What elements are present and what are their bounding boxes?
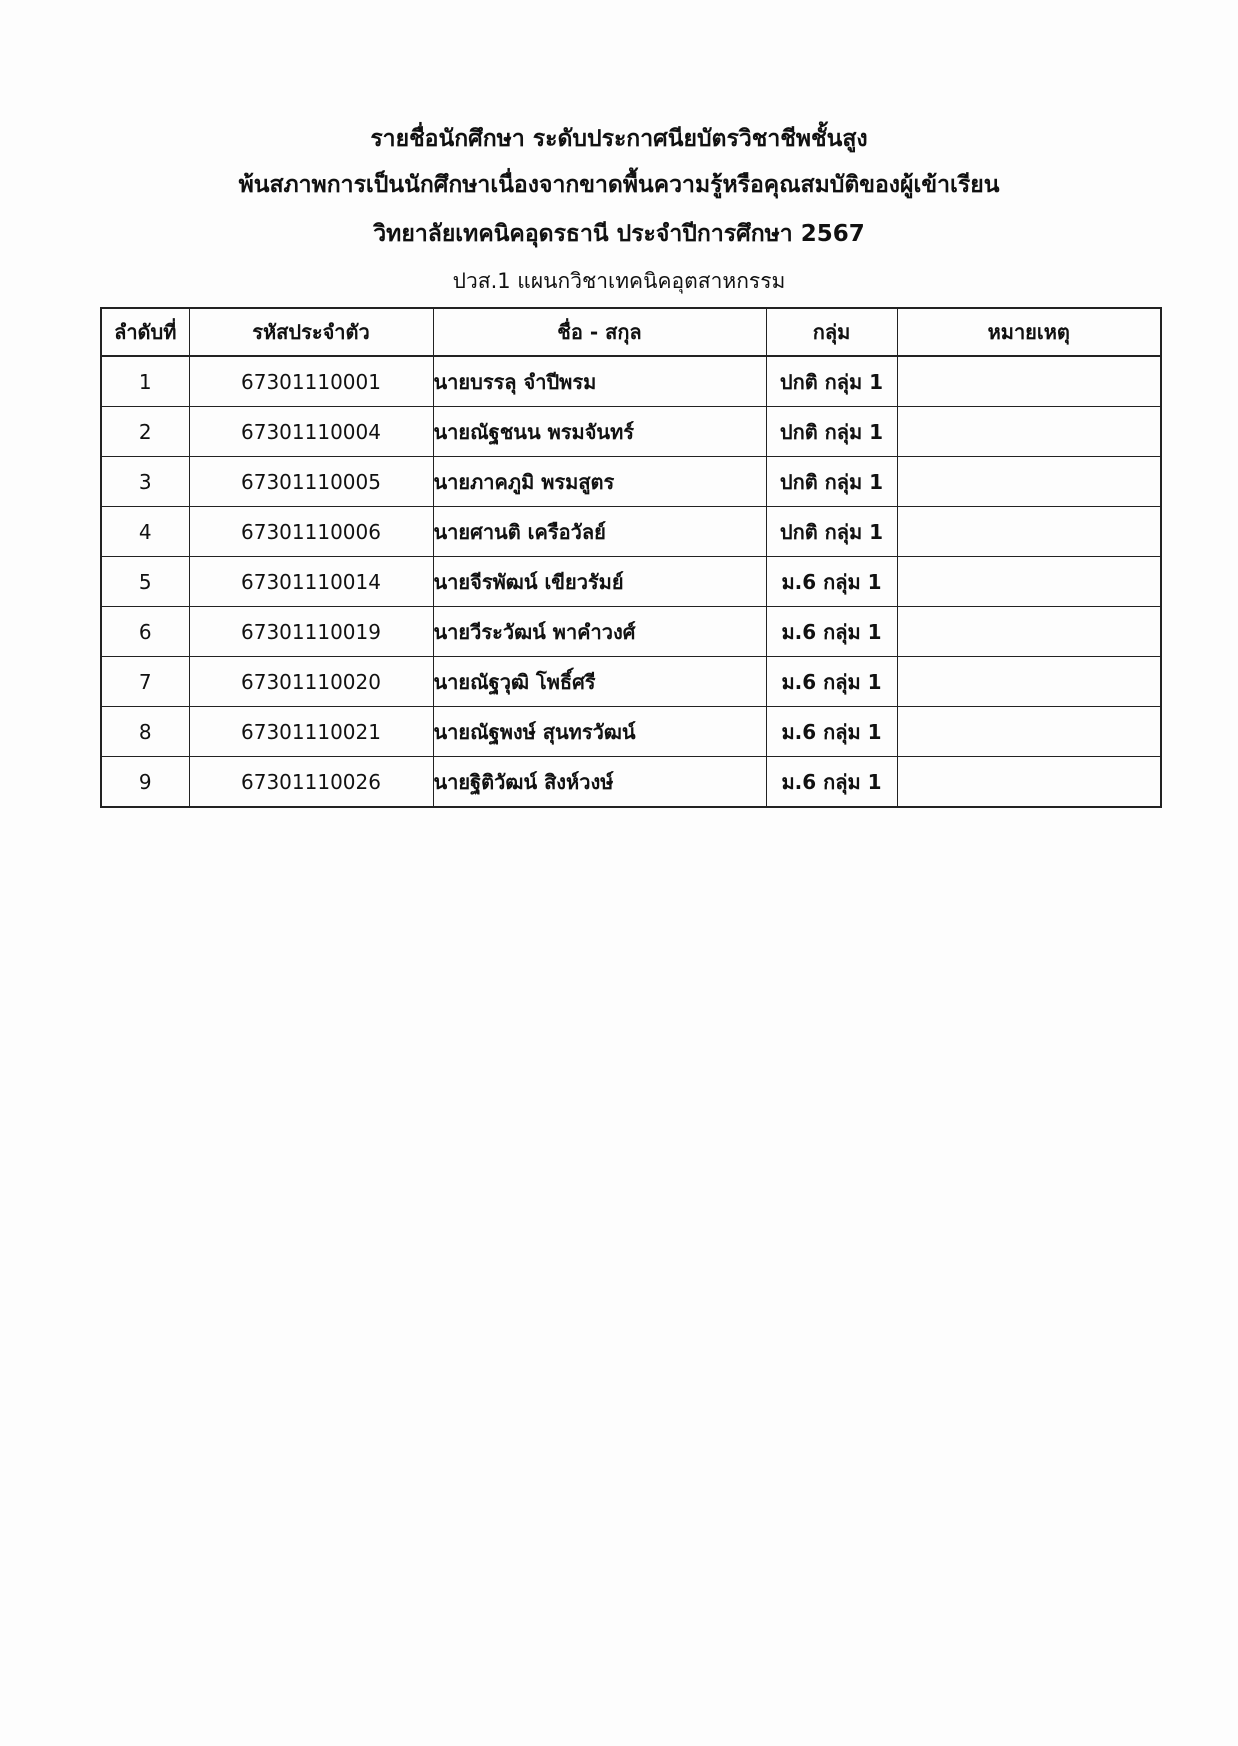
table-row	[101, 356, 1161, 407]
header-name: ชื่อ - สกุล	[433, 308, 766, 356]
cell-remark	[897, 707, 1161, 757]
cell-remark	[897, 607, 1161, 657]
header-student-id: รหัสประจำตัว	[189, 308, 433, 356]
cell-no: 6	[101, 607, 189, 657]
cell-remark	[897, 757, 1161, 808]
table-row	[101, 457, 1161, 507]
cell-no: 1	[101, 356, 189, 407]
header-no: ลำดับที่	[101, 308, 189, 356]
table-row	[101, 757, 1161, 808]
document-title-line-3: วิทยาลัยเทคนิคอุดรธานี ประจำปีการศึกษา 2567	[373, 221, 865, 247]
cell-group: ม.6 กลุ่ม 1	[766, 707, 897, 757]
cell-group: ปกติ กลุ่ม 1	[766, 507, 897, 557]
cell-group: ม.6 กลุ่ม 1	[766, 607, 897, 657]
table-row	[101, 707, 1161, 757]
student-roster-table	[100, 307, 1162, 808]
cell-group: ปกติ กลุ่ม 1	[766, 407, 897, 457]
cell-no: 3	[101, 457, 189, 507]
cell-group: ม.6 กลุ่ม 1	[766, 557, 897, 607]
cell-remark	[897, 457, 1161, 507]
cell-student-id: 67301110020	[189, 657, 433, 707]
cell-remark	[897, 356, 1161, 407]
cell-name: นายศานติ เครือวัลย์	[433, 507, 766, 557]
cell-name: นายจีรพัฒน์ เขียวรัมย์	[433, 557, 766, 607]
cell-group: ม.6 กลุ่ม 1	[766, 757, 897, 808]
cell-remark	[897, 657, 1161, 707]
cell-remark	[897, 507, 1161, 557]
cell-name: นายณัฐวุฒิ โพธิ์ศรี	[433, 657, 766, 707]
cell-group: ปกติ กลุ่ม 1	[766, 457, 897, 507]
cell-student-id: 67301110006	[189, 507, 433, 557]
table-row	[101, 407, 1161, 457]
cell-name: นายณัฐชนน พรมจันทร์	[433, 407, 766, 457]
table-header-row	[101, 308, 1161, 356]
table-row	[101, 557, 1161, 607]
cell-no: 5	[101, 557, 189, 607]
cell-no: 4	[101, 507, 189, 557]
cell-no: 9	[101, 757, 189, 808]
cell-remark	[897, 557, 1161, 607]
cell-student-id: 67301110026	[189, 757, 433, 808]
table-row	[101, 607, 1161, 657]
table-row	[101, 657, 1161, 707]
cell-no: 7	[101, 657, 189, 707]
header-remark: หมายเหตุ	[897, 308, 1161, 356]
cell-no: 2	[101, 407, 189, 457]
cell-name: นายณัฐพงษ์ สุนทรวัฒน์	[433, 707, 766, 757]
cell-name: นายภาคภูมิ พรมสูตร	[433, 457, 766, 507]
table-body	[101, 356, 1161, 807]
cell-name: นายฐิติวัฒน์ สิงห์วงษ์	[433, 757, 766, 808]
document-title-line-2: พ้นสภาพการเป็นนักศึกษาเนื่องจากขาดพื้นความรู้หรือคุณสมบัติของผู้เข้าเรียน	[238, 172, 1000, 198]
cell-name: นายบรรลุ จำปีพรม	[433, 356, 766, 407]
document-subtitle: ปวส.1 แผนกวิชาเทคนิคอุตสาหกรรม	[452, 269, 786, 293]
cell-student-id: 67301110019	[189, 607, 433, 657]
cell-student-id: 67301110005	[189, 457, 433, 507]
cell-student-id: 67301110001	[189, 356, 433, 407]
cell-remark	[897, 407, 1161, 457]
cell-group: ปกติ กลุ่ม 1	[766, 356, 897, 407]
document-title-line-1: รายชื่อนักศึกษา ระดับประกาศนียบัตรวิชาชีพชั้นสูง	[370, 126, 868, 152]
cell-student-id: 67301110014	[189, 557, 433, 607]
cell-student-id: 67301110004	[189, 407, 433, 457]
cell-no: 8	[101, 707, 189, 757]
header-group: กลุ่ม	[766, 308, 897, 356]
table-row	[101, 507, 1161, 557]
cell-student-id: 67301110021	[189, 707, 433, 757]
cell-group: ม.6 กลุ่ม 1	[766, 657, 897, 707]
cell-name: นายวีระวัฒน์ พาคำวงศ์	[433, 607, 766, 657]
